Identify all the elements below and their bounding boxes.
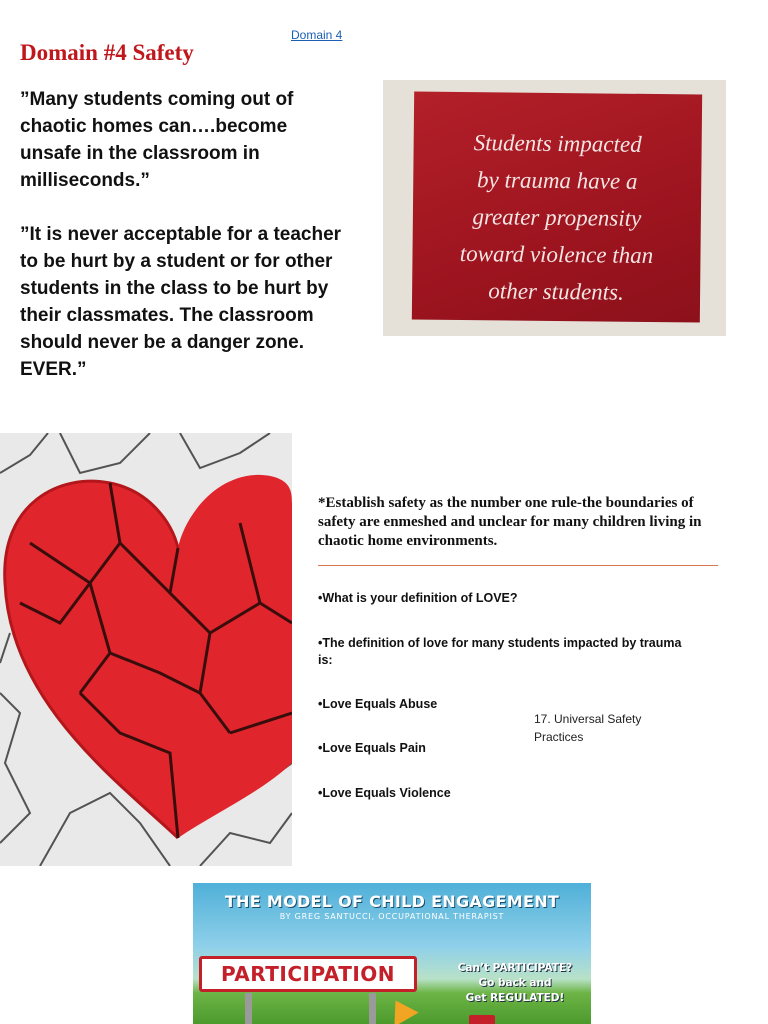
quote-never-acceptable: ”It is never acceptable for a teacher to be hurt by a student or for other students in the class to be hurt by their classmates. The classroom should never be a danger zone. EVER.” (20, 224, 342, 380)
domain-4-link[interactable]: Domain 4 (291, 28, 343, 42)
participation-sign: PARTICIPATION (199, 956, 417, 992)
card-line: Students impacted (473, 130, 642, 157)
cracked-heart-image (0, 433, 292, 866)
card-line: toward violence than (459, 240, 654, 269)
sign-post (245, 993, 252, 1024)
sign-post (369, 993, 376, 1024)
cant-line: Go back and (478, 977, 552, 989)
card-line: by trauma have a (476, 167, 638, 194)
cracked-heart-icon (0, 433, 292, 866)
red-block-icon (469, 1015, 495, 1024)
red-card (412, 91, 702, 322)
arrow-icon (383, 993, 418, 1024)
quote-unsafe: ”Many students coming out of chaotic homes can….become unsafe in the classroom in milliseconds.” (20, 89, 294, 191)
bullet-love-violence: •Love Equals Violence (318, 786, 451, 800)
bullet-love-abuse: •Love Equals Abuse (318, 697, 438, 711)
page-title: Domain #4 Safety (20, 40, 194, 65)
establish-safety-text: *Establish safety as the number one rule-the boundaries of safety are enmeshed and unclear for many children living in chaotic home environments. (318, 495, 702, 549)
divider (318, 565, 718, 566)
card-text (412, 123, 702, 311)
bullet-definition-trauma: •The definition of love for many students impacted by trauma is: (318, 636, 682, 667)
child-engagement-banner (193, 883, 591, 1024)
banner-title: THE MODEL OF CHILD ENGAGEMENT (224, 892, 560, 911)
universal-safety-caption: 17. Universal Safety Practices (534, 712, 642, 744)
card-line: greater propensity (472, 204, 642, 231)
bullet-love-pain: •Love Equals Pain (318, 741, 426, 755)
card-line: other students. (488, 278, 624, 305)
banner-subtitle: BY GREG SANTUCCI, OCCUPATIONAL THERAPIST (279, 912, 505, 921)
bullet-definition-question: •What is your definition of LOVE? (318, 591, 518, 605)
cant-line: Get REGULATED! (465, 992, 565, 1004)
trauma-card-photo (383, 80, 726, 336)
cant-line: Can’t PARTICIPATE? (457, 962, 573, 974)
cant-participate-text (445, 961, 585, 1006)
